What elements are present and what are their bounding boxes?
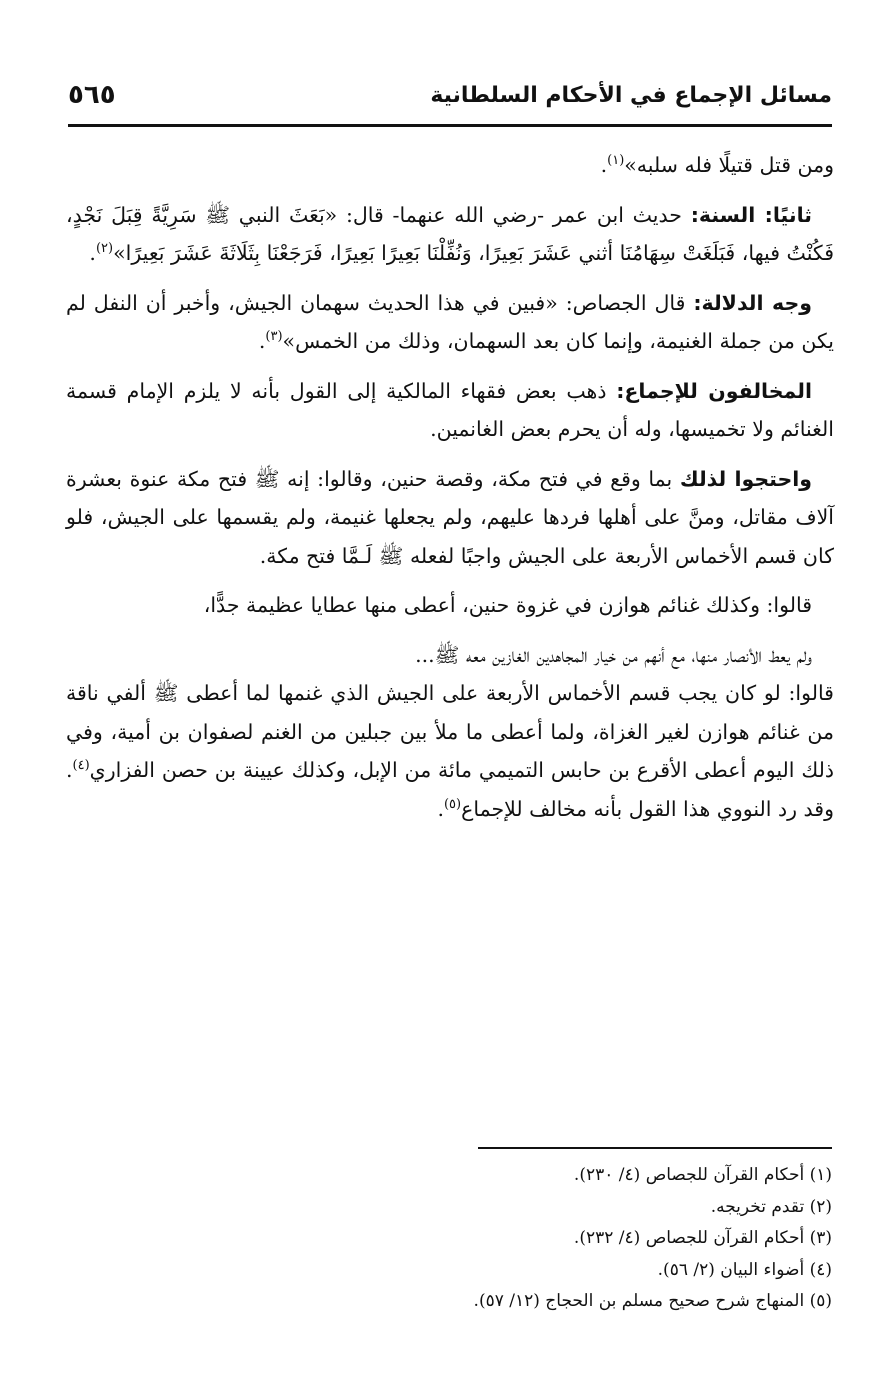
footnote-ref-3[interactable]: (٣) — [265, 329, 283, 345]
paragraph-6 — [66, 586, 834, 625]
footnote-5: (٥) المنهاج شرح صحيح مسلم بن الحجاج (١٢/ ٥٧). — [473, 1291, 832, 1311]
paragraph-end: . — [437, 796, 444, 821]
footnote-2: (٢) تقدم تخريجه. — [710, 1196, 832, 1217]
paragraph-1 — [66, 146, 834, 185]
paragraph-lead: واحتجوا لذلك — [679, 466, 813, 491]
paragraph-4 — [66, 372, 834, 449]
main-text — [66, 146, 834, 839]
footnote-ref-2[interactable]: (٢) — [95, 241, 114, 257]
paragraph-lead: المخالفون للإجماع: — [616, 378, 812, 403]
paragraph-text: ذهب بعض فقهاء المالكية إلى القول بأنه لا يلزم الإمام قسمة الغنائم ولا تخميسها، وله أن يحرم بعض الغانمين. — [66, 378, 834, 441]
page-header — [68, 78, 832, 122]
paragraph-3 — [66, 284, 834, 361]
footnote-1: (١) أحكام القرآن للجصاص (٤/ ٢٣٠). — [573, 1165, 832, 1185]
page-number: ٥٦٥ — [68, 80, 116, 110]
paragraph-8 — [66, 674, 834, 828]
paragraph-text: بما وقع في فتح مكة، وقصة حنين، وقالوا: إنه ﷺ فتح مكة عنوة بعشرة آلاف مقاتل، ومنَّ على أهلها فردها عليهم، ولم يجعلها غنيمة، ولم يقسمها على الجيش، فلو كان قسم الأخماس الأربعة على الجيش واجبًا لفعله ﷺ لَـمَّا فتح مكة. — [66, 466, 834, 568]
paragraph-text: قال الجصاص: «فبين في هذا الحديث سهمان الجيش، وأخبر أن النفل لم يكن من جملة الغنيمة، وإنما كان بعد السهمان، وذلك من الخمس» — [66, 290, 834, 353]
paragraph-text: قالوا: وكذلك غنائم هوازن في غزوة حنين، أعطى منها عطايا عظيمة جدًّا، — [203, 593, 812, 617]
paragraph-2 — [66, 196, 834, 273]
paragraph-end: . — [258, 329, 266, 353]
footnote-ref-5[interactable]: (٥) — [443, 796, 462, 812]
running-title: مسائل الإجماع في الأحكام السلطانية — [430, 83, 832, 108]
footnote-4: (٤) أضواء البيان (٢/ ٥٦). — [657, 1259, 832, 1280]
paragraph-lead: وجه الدلالة: — [693, 290, 813, 315]
footnote-ref-1[interactable]: (١) — [607, 153, 625, 169]
footnotes — [72, 1160, 832, 1318]
paragraph-text-continued: . وقد رد النووي هذا القول بأنه مخالف للإجماع — [66, 758, 834, 821]
footnote-3: (٣) أحكام القرآن للجصاص (٤/ ٢٣٢). — [573, 1228, 832, 1248]
paragraph-7 — [66, 636, 834, 675]
paragraph-end: . — [600, 153, 608, 177]
paragraph-text: ومن قتل قتيلًا فله سلبه» — [624, 153, 834, 177]
paragraph-lead: ثانيًا: السنة: — [690, 202, 813, 227]
paragraph-text: حديث ابن عمر -رضي الله عنهما- قال: «بَعَثَ النبي ﷺ سَرِيَّةً قِبَلَ نَجْدٍ، فَكُنْتُ فيها، فَبَلَغَتْ سِهَامُنَا أثني عَشَرَ بَعِيرًا، وَنُفِّلْنَا بَعِيرًا بَعِيرًا، فَرَجَعْنَا بِثَلَاثَةَ عَشَرَ بَعِيرًا» — [66, 202, 834, 265]
paragraph-5 — [66, 460, 834, 576]
header-rule — [68, 124, 832, 127]
footnote-separator — [478, 1147, 832, 1149]
paragraph-end: . — [89, 241, 96, 265]
paragraph-text: ولم يعط الأنصار منها، مع أنهم من خيار المجاهدين الغازين معه ﷺ... — [415, 642, 812, 667]
footnote-ref-4[interactable]: (٤) — [72, 758, 90, 774]
paragraph-text: قالوا: لو كان يجب قسم الأخماس الأربعة على الجيش الذي غنمها لما أعطى ﷺ ألفي ناقة من غنائم هوازن لغير الغزاة، ولما أعطى ما ملأ بين جبلين من الغنم لصفوان بن أمية، وفي ذلك اليوم أعطى الأقرع بن حابس التميمي مائة من الإبل، وكذلك عيينة بن حصن الفزاري — [66, 681, 834, 782]
